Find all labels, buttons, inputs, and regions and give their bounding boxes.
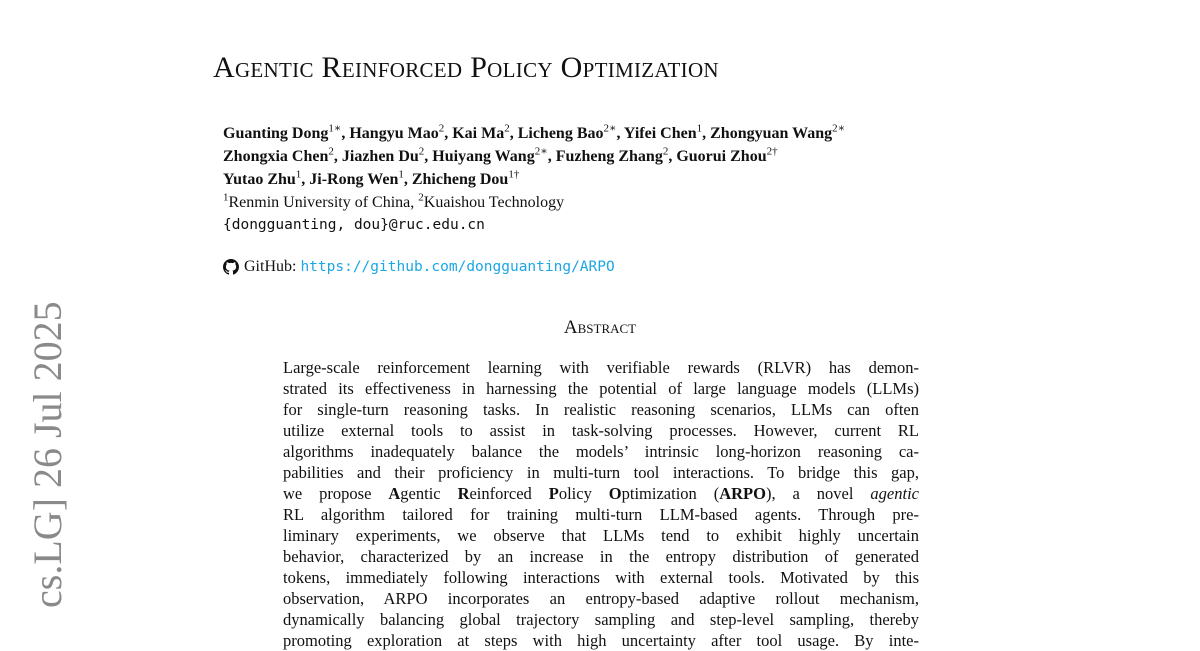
abstract-line: strated its effectiveness in harnessing the potential of large language models (LLMs)	[283, 379, 919, 398]
author-affil-marker: 1†	[508, 168, 520, 181]
author-name: Yifei Chen	[623, 125, 697, 142]
author-block	[223, 122, 1043, 237]
author-affil-marker: 1	[295, 168, 302, 181]
affil-marker: 1	[223, 191, 229, 204]
affil-marker: 2	[418, 191, 424, 204]
author-affil-marker: 1∗	[328, 122, 342, 135]
github-link[interactable]: https://github.com/dongguanting/ARPO	[300, 259, 615, 275]
author-name: Kai Ma	[452, 125, 505, 142]
abstract-text: ), a novel	[765, 484, 871, 503]
abstract-line-arpo	[283, 483, 919, 504]
abstract-line: dynamically balancing global trajectory sampling and step-level sampling, thereby	[283, 610, 919, 629]
abstract-italic: agentic	[870, 484, 919, 503]
author-affil-marker: 2∗	[832, 122, 846, 135]
abstract-bold: ARPO	[719, 484, 766, 503]
author-name: Zhicheng Dou	[411, 171, 509, 188]
abstract-text: gentic	[400, 484, 458, 503]
author-affil-marker: 2	[662, 145, 669, 158]
github-label: GitHub:	[244, 258, 297, 275]
abstract-line: liminary experiments, we observe that LLMs tend to exhibit highly uncertain	[283, 526, 919, 545]
abstract-text: we propose	[283, 484, 389, 503]
author-affil-marker: 2	[328, 145, 334, 158]
author-affil-marker: 2∗	[603, 122, 617, 135]
author-name: Huiyang Wang	[432, 148, 535, 165]
author-name: Fuzheng Zhang	[555, 148, 663, 165]
affil-name: Kuaishou Technology	[423, 194, 565, 211]
abstract-body	[283, 357, 919, 651]
abstract-line: utilize external tools to assist in task-solving processes. However, current RL	[283, 421, 919, 440]
abstract-line: observation, ARPO incorporates an entropy-based adaptive rollout mechanism,	[283, 589, 919, 608]
author-name: Guanting Dong	[223, 125, 329, 142]
abstract-line: RL algorithm tailored for training multi-turn LLM-based agents. Through pre-	[283, 505, 919, 524]
abstract-line: pabilities and their proficiency in multi-turn tool interactions. To bridge this gap,	[283, 463, 919, 482]
contact-email: {dongguanting, dou}@ruc.edu.cn	[223, 217, 485, 233]
abstract-line: Large-scale reinforcement learning with verifiable rewards (RLVR) has demon-	[283, 358, 919, 377]
arxiv-stamp: cs.LG] 26 Jul 2025	[25, 301, 70, 608]
author-affil-marker: 2	[504, 122, 510, 135]
abstract-heading: Abstract	[563, 317, 637, 338]
author-affil-marker: 2∗	[534, 145, 548, 158]
affiliations	[223, 191, 1043, 214]
author-line-1: Guanting Dong$^{1∗}$, Hangyu Mao$^2$, Kai Ma$^2$, Licheng Bao$^{2∗}$, Yifei Chen$^1$, Zhongyuan Wang$^{2∗}$	[223, 122, 846, 142]
abstract-line: for single-turn reasoning tasks. In realistic reasoning scenarios, LLMs can often	[283, 400, 919, 419]
abstract-text: olicy	[558, 484, 609, 503]
author-name: Jiazhen Du	[341, 148, 419, 165]
author-name: Zhongyuan Wang	[710, 125, 833, 142]
abstract-bold: R	[457, 484, 470, 503]
github-icon	[223, 259, 239, 275]
affil-name: Renmin University of China,	[228, 194, 419, 211]
abstract-line: behavior, characterized by an increase in the entropy distribution of generated	[283, 547, 919, 566]
abstract-text: ptimization (	[621, 484, 720, 503]
author-affil-marker: 2†	[766, 145, 778, 158]
author-line-2: Zhongxia Chen$^2$, Jiazhen Du$^2$, Huiyang Wang$^{2∗}$, Fuzheng Zhang$^2$, Guorui Zhou$^{2\dagger}$	[223, 145, 778, 165]
author-name: Hangyu Mao	[349, 125, 439, 142]
author-name: Licheng Bao	[517, 125, 604, 142]
author-name: Guorui Zhou	[676, 148, 767, 165]
author-affil-marker: 1	[398, 168, 404, 181]
abstract-line: promoting exploration at steps with high uncertainty after tool usage. By inte-	[283, 631, 919, 650]
abstract-bold: A	[388, 484, 401, 503]
abstract-bold: O	[608, 484, 622, 503]
author-line-3: Yutao Zhu$^1$, Ji-Rong Wen$^1$, Zhicheng Dou$^{1\dagger}$	[223, 168, 520, 188]
author-affil-marker: 1	[696, 122, 703, 135]
paper-title: Agentic Reinforced Policy Optimization	[213, 51, 719, 84]
github-row	[223, 256, 615, 278]
abstract-text: einforced	[469, 484, 549, 503]
author-affil-marker: 2	[418, 145, 425, 158]
abstract-line: tokens, immediately following interactions with external tools. Motivated by this	[283, 568, 919, 587]
abstract-line: algorithms inadequately balance the models’ intrinsic long-horizon reasoning ca-	[283, 442, 919, 461]
author-affil-marker: 2	[438, 122, 445, 135]
author-name: Zhongxia Chen	[223, 148, 329, 165]
abstract-bold: P	[548, 484, 559, 503]
author-name: Ji-Rong Wen	[309, 171, 399, 188]
author-name: Yutao Zhu	[223, 171, 296, 188]
